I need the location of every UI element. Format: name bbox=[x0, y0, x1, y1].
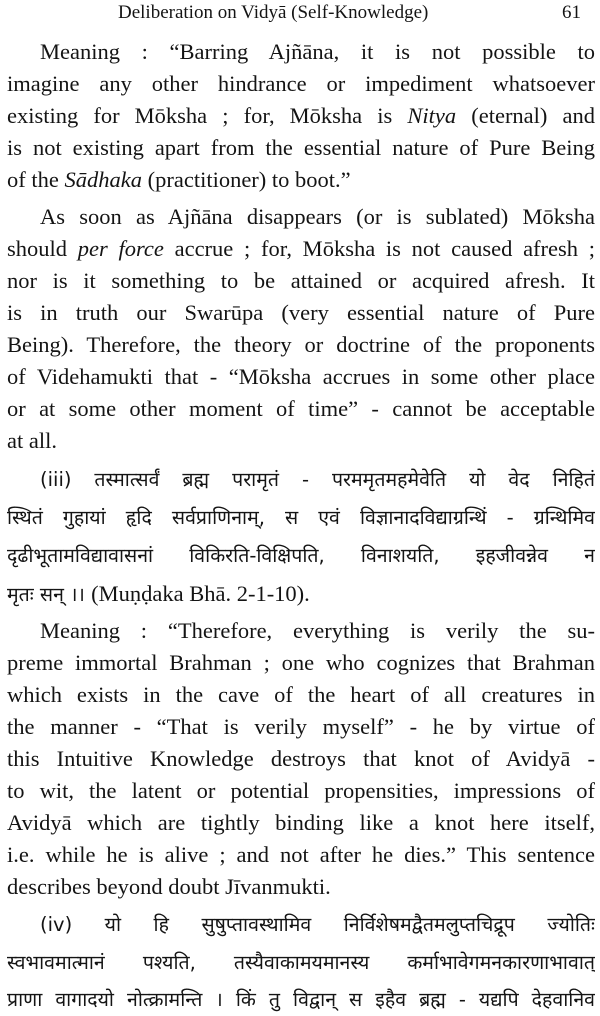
page-number: 61 bbox=[562, 2, 581, 23]
text-line: or at some other moment of time” - cannot be acceptable bbox=[7, 396, 595, 421]
running-header bbox=[0, 1, 600, 25]
sanskrit-line: स्वभावमात्मानं पश्यति, तस्यैवाकामयमानस्य कर्माभावेगमनकारणाभावात् bbox=[7, 951, 595, 974]
text-line: As soon as Ajñāna disappears (or is sublated) Mōksha bbox=[40, 204, 595, 229]
text-line: preme immortal Brahman ; one who cognizes that Brahman bbox=[7, 650, 595, 675]
sanskrit-line: मृतः सन् ।। bbox=[7, 583, 85, 606]
text-line: Meaning : “Barring Ajñāna, it is not possible to bbox=[40, 39, 595, 64]
sanskrit-line: (iv) यो हि सुषुप्तावस्थामिव निर्विशेषमद्वैतमलुप्तचिद्रूप ज्योतिः bbox=[40, 913, 595, 936]
text-line: the manner - “That is verily myself” - he by virtue of bbox=[7, 714, 595, 739]
text-line: imagine any other hindrance or impediment whatsoever bbox=[7, 71, 595, 96]
sanskrit-line bbox=[7, 578, 595, 610]
text-line: is not existing apart from the essential nature of Pure Being bbox=[7, 135, 595, 160]
sanskrit-line: स्थितं गुहायां हृदि सर्वप्राणिनाम्, स एवं विज्ञानादविद्याग्रन्थिं - ग्रन्थिमिव bbox=[7, 506, 595, 529]
text-line: nor is it something to be attained or acquired afresh. It bbox=[7, 268, 595, 293]
sanskrit-line: (iii) तस्मात्सर्वं ब्रह्म परामृतं - परममृतमहमेवेति यो वेद निहितं bbox=[40, 468, 595, 491]
term-nitya: Nitya bbox=[407, 103, 457, 128]
text-line: at all. bbox=[7, 428, 57, 453]
sanskrit-line: दृढीभूतामविद्यावासनां विकिरति-विक्षिपति, विनाशयति, इहजीवन्नेव न bbox=[7, 544, 595, 567]
term-sadhaka: Sādhaka bbox=[64, 167, 142, 192]
running-title: Deliberation on Vidyā (Self-Knowledge) bbox=[118, 2, 429, 23]
text-line: should per force accrue ; for, Mōksha is not caused afresh ; bbox=[7, 236, 595, 261]
citation: (Muṇḍaka Bhā. 2-1-10). bbox=[91, 581, 310, 606]
text-line: i.e. while he is alive ; and not after he dies.” This sentence bbox=[7, 842, 595, 867]
text-line: of the Sādhaka (practitioner) to boot.” bbox=[7, 167, 351, 192]
text-line: Avidyā which are tightly binding like a knot here itself, bbox=[7, 810, 595, 835]
text-line: this Intuitive Knowledge destroys that knot of Avidyā - bbox=[7, 746, 595, 771]
text-line: Meaning : “Therefore, everything is verily the su- bbox=[40, 618, 595, 643]
text-line: of Videhamukti that - “Mōksha accrues in some other place bbox=[7, 364, 595, 389]
text-line: which exists in the cave of the heart of all creatures in bbox=[7, 682, 595, 707]
text-line: to wit, the latent or potential propensities, impressions of bbox=[7, 778, 595, 803]
text-line: Being). Therefore, the theory or doctrine of the proponents bbox=[7, 332, 595, 357]
text-line: is in truth our Swarūpa (very essential nature of Pure bbox=[7, 300, 595, 325]
sanskrit-line: प्राणा वागादयो नोत्क्रामन्ति । किं तु विद्वान् स इहैव ब्रह्म - यद्यपि देहवानिव bbox=[7, 988, 595, 1011]
text-line: describes beyond doubt Jīvanmukti. bbox=[7, 874, 331, 899]
text-line: existing for Mōksha ; for, Mōksha is Nitya (eternal) and bbox=[7, 103, 595, 128]
term-per-force: per force bbox=[77, 236, 164, 261]
